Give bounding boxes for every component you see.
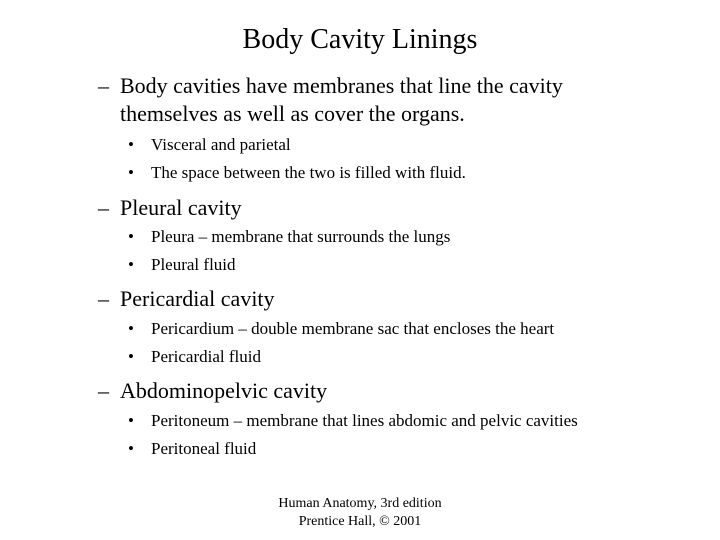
sub-point-text: Pleural fluid — [151, 255, 236, 274]
sub-point-text: Pleura – membrane that surrounds the lungs — [151, 227, 451, 246]
bullet-marker: • — [128, 227, 134, 246]
main-point-text-line1: Body cavities have membranes that line the cavity — [120, 73, 563, 98]
sub-point-text: Visceral and parietal — [151, 135, 291, 154]
sub-point-text: Peritoneum – membrane that lines abdomic and pelvic cavities — [151, 411, 578, 430]
bullet-marker: • — [128, 163, 134, 182]
dash-marker: – — [98, 73, 109, 98]
footer-credit — [210, 495, 510, 531]
sub-point-text: The space between the two is filled with fluid. — [151, 163, 466, 182]
sub-point-text: Pericardium – double membrane sac that encloses the heart — [151, 319, 555, 338]
bullet-marker: • — [128, 319, 134, 338]
footer-line-publisher: Prentice Hall, © 2001 — [298, 514, 422, 529]
bullet-marker: • — [128, 439, 134, 458]
bullet-marker: • — [128, 347, 134, 366]
bullet-marker: • — [128, 255, 134, 274]
footer-line-edition: Human Anatomy, 3rd edition — [278, 496, 442, 511]
main-point-text: Pleural cavity — [120, 195, 242, 220]
bullet-marker: • — [128, 411, 134, 430]
main-point-text: Pericardial cavity — [120, 286, 275, 311]
dash-marker: – — [98, 286, 109, 311]
main-point-text: Abdominopelvic cavity — [120, 378, 328, 403]
dash-marker: – — [98, 195, 109, 220]
dash-marker: – — [98, 378, 109, 403]
main-point-text-line2: themselves as well as cover the organs. — [120, 101, 465, 126]
slide-title: Body Cavity Linings — [242, 24, 478, 55]
sub-point-text: Peritoneal fluid — [151, 439, 257, 458]
sub-point-text: Pericardial fluid — [151, 347, 261, 366]
bullet-marker: • — [128, 135, 134, 154]
